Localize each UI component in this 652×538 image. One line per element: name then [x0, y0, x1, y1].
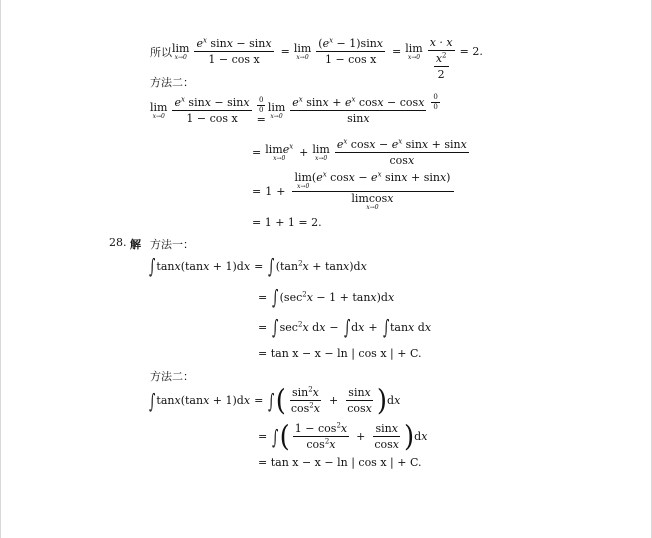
integral-line-4: [258, 347, 421, 360]
zero-over-zero: $\frac{0}{0}$ =: [256, 95, 266, 126]
integral-line-6: = ∫ ( $\frac{1 - \cos^2x}{\cos^2x}$ + $\frac{\sin x}{\cos x}$ ) dx: [258, 420, 428, 453]
integral-line-5: ∫ tanx(tanx + 1)dx = ∫ ( $\frac{\sin^2x}{\cos^2x}$ + $\frac{\sin x}{\cos x}$ ) dx: [149, 384, 401, 417]
page-edge-left: [0, 0, 1, 538]
label-suoyi: 所以: [150, 45, 172, 59]
fraction: $\frac{e^x \sin x - \sin x}{\text{1 − cos x}}$: [196, 36, 272, 66]
problem-number: 28.: [109, 236, 127, 249]
label-jie: 解: [130, 238, 141, 251]
eq-line-1: 所以 lim x→0 $\frac{e^x \sin x - \sin x}{\text{1 − cos x}}$ = lim x→0 $\frac{(e^x - 1)\sin x}{\text{1 − cos x}}$ = lim x→0 $\frac{x \cdot x}{\frac{x^2}{2}}$ = 2.: [150, 36, 483, 81]
integral-line-7: [258, 456, 421, 469]
integral-line-1: ∫ tanx(tanx + 1)dx = ∫ $(\tan^2x + \tan x)dx$: [149, 254, 367, 278]
eq-line-3: = lime$^x$ x→0 + lim x→0 $\frac{e^x \cos x - e^x \sin x + \sin x}{\cos x}$: [252, 137, 467, 167]
method-2-label-a: 方法二：: [150, 76, 194, 89]
eq-line-2: lim x→0 $\frac{e^x \sin x - \sin x}{\text{1 − cos x}}$ $\frac{0}{0}$ = lim x→0 $\frac{e^x \sin x + e^x \cos x - \cos x}{\sin x}$ $\frac{0}{0}$: [150, 93, 438, 126]
method-1-label: 方法一：: [150, 238, 194, 251]
eq-line-4: = 1 + lim x→0 ($e^x$ $\cos x - e^x$ sinx + sinx) limcosx x→0: [252, 172, 457, 211]
final-answer-2: = tan x − x − ln | cos x | + C.: [258, 456, 422, 469]
result: = 2.: [459, 45, 483, 58]
eq-line-5: = 1 + 1 = 2.: [252, 216, 322, 229]
limit-operator: lim x→0: [172, 41, 190, 61]
method-2-label-b: 方法二：: [150, 370, 194, 383]
integral-line-2: = ∫ $(\sec^2x - 1 + \tan x)dx$: [258, 285, 395, 309]
final-answer-1: = tan x − x − ln | cos x | + C.: [258, 347, 422, 360]
integral-line-3: = ∫ $\sec^2x$ dx − ∫ dx + ∫ tanx dx: [258, 315, 432, 339]
